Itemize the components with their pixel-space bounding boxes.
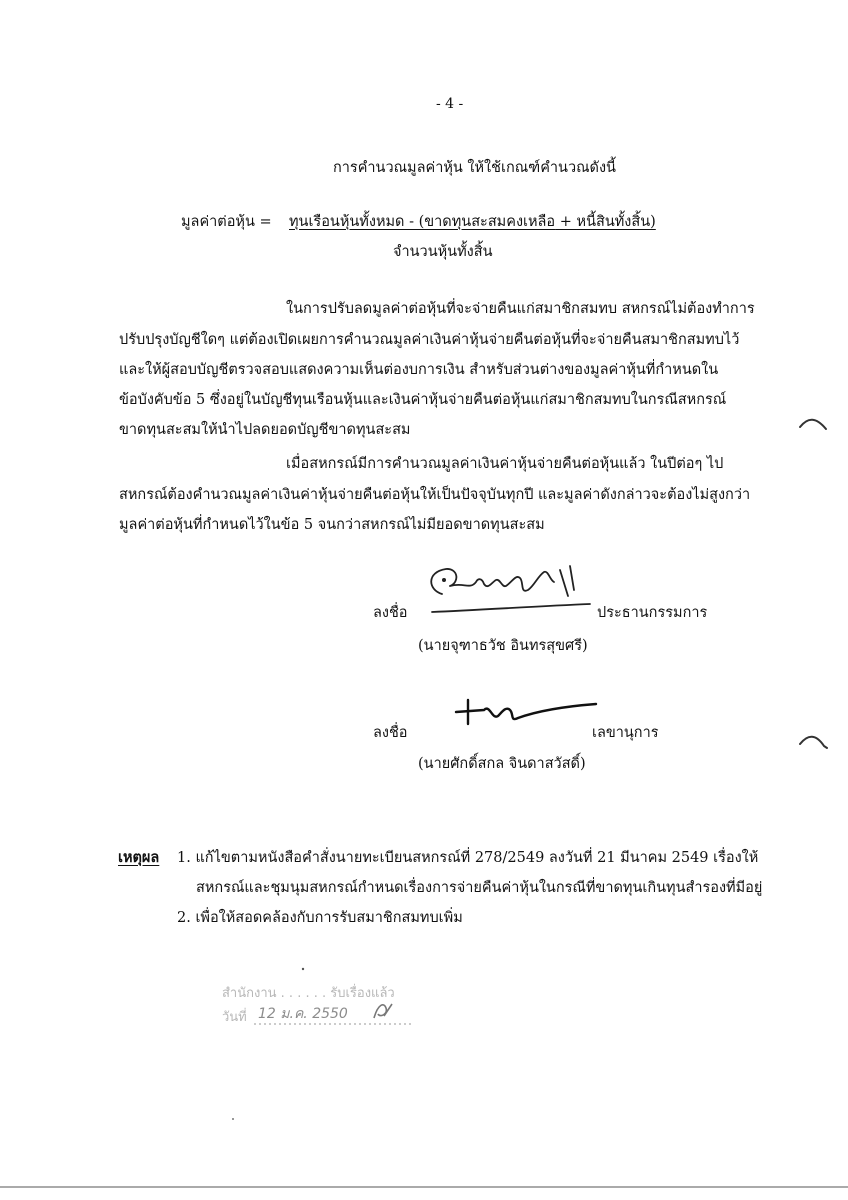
signer-name: (นายศักดิ์สกล จินดาสวัสดิ์) xyxy=(418,756,586,772)
formula-plus: + xyxy=(555,214,577,230)
received-stamp xyxy=(222,980,432,1030)
page-number: - 4 - xyxy=(436,96,464,112)
reason-item: 2. เพื่อให้สอดคล้องกับการรับสมาชิกสมทบเพิ่ม xyxy=(177,910,463,926)
scan-speck xyxy=(300,966,306,972)
reason-item: 1. แก้ไขตามหนังสือคำสั่งนายทะเบียนสหกรณ์ที่ 278/2549 ลงวันที่ 21 มีนาคม 2549 เรื่องให้ xyxy=(177,850,759,866)
stamp-line: สำนักงาน . . . . . . รับเรื่องแล้ว xyxy=(222,986,395,1001)
formula-intro: การคำนวณมูลค่าหุ้น ให้ใช้เกณฑ์คำนวณดังนี้ xyxy=(333,160,616,176)
formula-denominator: จำนวนหุ้นทั้งสิ้น xyxy=(393,244,493,260)
paragraph-line: สหกรณ์ต้องคำนวณมูลค่าเงินค่าหุ้นจ่ายคืนต่อหุ้นให้เป็นปัจจุบันทุกปี และมูลค่าดังกล่าวจะต้องไม่สูงกว่า xyxy=(119,487,751,503)
paragraph-line: เมื่อสหกรณ์มีการคำนวณมูลค่าเงินค่าหุ้นจ่ายคืนต่อหุ้นแล้ว ในปีต่อๆ ไป xyxy=(286,456,724,472)
paragraph-line: ขาดทุนสะสมให้นำไปลดยอดบัญชีขาดทุนสะสม xyxy=(119,422,411,438)
scan-mark-right-lower xyxy=(798,732,828,754)
formula-lhs: มูลค่าต่อหุ้น = xyxy=(181,214,272,230)
scan-mark-right-upper xyxy=(798,415,828,435)
sign-label: ลงชื่อ xyxy=(373,605,408,621)
stamp-initials xyxy=(370,1000,394,1022)
scan-bottom-line xyxy=(0,1184,848,1190)
handwritten-signature-chairman xyxy=(420,560,595,620)
formula-numerator-a: ทุนเรือนหุ้นทั้งหมด - (ขาดทุนสะสมคงเหลือ xyxy=(289,214,556,230)
paragraph-line: ในการปรับลดมูลค่าต่อหุ้นที่จะจ่ายคืนแก่สมาชิกสมทบ สหกรณ์ไม่ต้องทำการ xyxy=(286,301,755,317)
stamp-date-label: วันที่ xyxy=(222,1010,247,1025)
formula-numerator xyxy=(289,210,656,233)
sign-label: ลงชื่อ xyxy=(373,725,408,741)
paragraph-line: ข้อบังคับข้อ 5 ซึ่งอยู่ในบัญชีทุนเรือนหุ้นและเงินค่าหุ้นจ่ายคืนต่อหุ้นแก่สมาชิกสมทบในกรณีสหกรณ์ xyxy=(119,392,727,408)
signer-name: (นายจุฑาธวัช อินทรสุขศรี) xyxy=(418,638,588,654)
handwritten-signature-secretary xyxy=(440,694,600,734)
paragraph-line: มูลค่าต่อหุ้นที่กำหนดไว้ในข้อ 5 จนกว่าสหกรณ์ไม่มียอดขาดทุนสะสม xyxy=(119,517,545,533)
paragraph-line: ปรับปรุงบัญชีใดๆ แต่ต้องเปิดเผยการคำนวณมูลค่าเงินค่าหุ้นจ่ายคืนต่อหุ้นที่จะจ่ายคืนสมาชิกสมทบไว้ xyxy=(119,332,740,348)
stamp-date-value: 12 ม.ค. 2550 xyxy=(258,1006,348,1022)
reason-label: เหตุผล xyxy=(118,849,160,866)
stamp-dotted-line xyxy=(254,1022,414,1026)
position-title: ประธานกรรมการ xyxy=(597,605,708,621)
paragraph-line: และให้ผู้สอบบัญชีตรวจสอบแสดงความเห็นต่องบการเงิน สำหรับส่วนต่างของมูลค่าหุ้นที่กำหนดใน xyxy=(119,362,719,378)
position-title: เลขานุการ xyxy=(592,725,659,741)
reason-item-continued: สหกรณ์และชุมนุมสหกรณ์กำหนดเรื่องการจ่ายคืนค่าหุ้นในกรณีที่ขาดทุนเกินทุนสำรองที่มีอยู่ xyxy=(196,880,763,896)
scan-speck xyxy=(230,1116,236,1122)
formula-numerator-b: หนี้สินทั้งสิ้น) xyxy=(576,214,656,230)
